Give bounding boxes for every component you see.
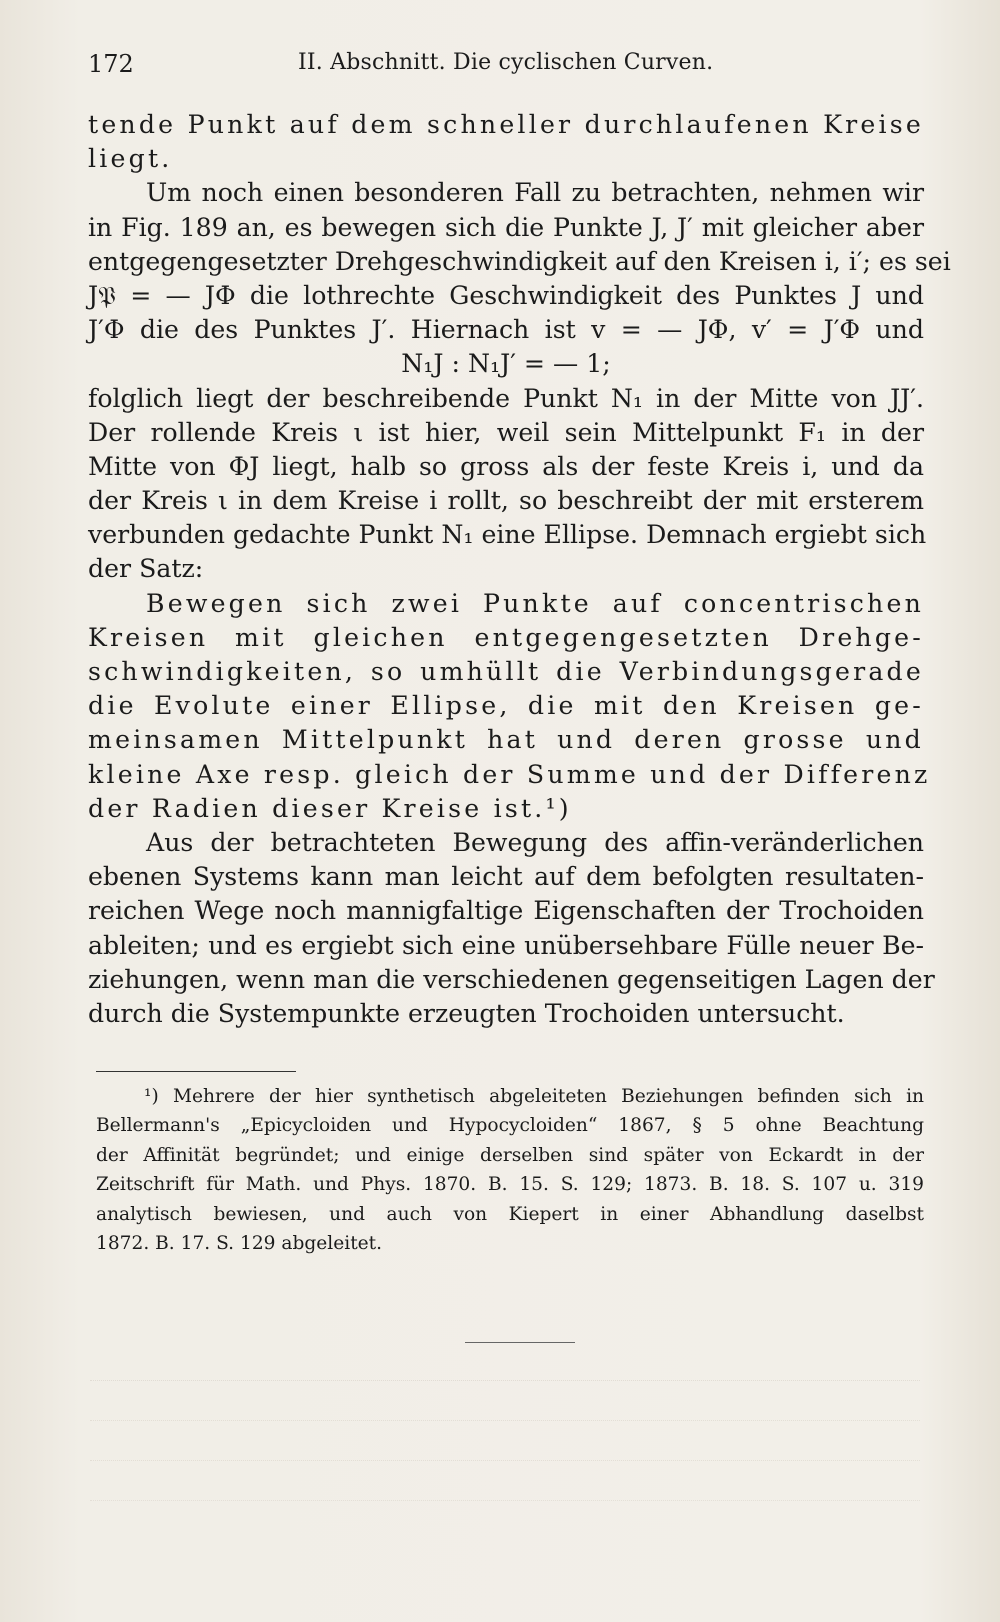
text-line: J′Φ die des Punktes J′. Hiernach ist v = — JΦ, v′ = J′Φ und <box>88 315 924 345</box>
bleed-through-decoration <box>90 1420 920 1443</box>
footnote-line: ¹) Mehrere der hier synthetisch abgeleiteten Beziehungen befinden sich in <box>144 1086 924 1107</box>
text-line: Um noch einen besonderen Fall zu betrachten, nehmen wir <box>146 178 924 208</box>
footnote-line: der Affinität begründet; und einige derselben sind später von Eckardt in der <box>96 1144 924 1166</box>
bleed-through-decoration <box>90 1500 920 1523</box>
text-line: der Kreis ι in dem Kreise i rollt, so beschreibt der mit ersterem <box>88 486 924 516</box>
page-header <box>88 46 924 86</box>
text-line: ableiten; und es ergiebt sich eine unübersehbare Fülle neuer Be- <box>88 930 924 960</box>
theorem-line: der Radien dieser Kreise ist.¹) <box>88 793 572 823</box>
text-line: folglich liegt der beschreibende Punkt N₁ in der Mitte von JJ′. <box>88 383 924 413</box>
footnote-divider <box>96 1071 296 1072</box>
bleed-through-decoration <box>90 1460 920 1483</box>
main-text <box>88 108 951 1031</box>
theorem-line: meinsamen Mittelpunkt hat und deren grosse und <box>88 725 924 755</box>
text-line: liegt. <box>88 144 173 174</box>
text-line: durch die Systempunkte erzeugten Trochoiden untersucht. <box>88 998 845 1028</box>
text-line: reichen Wege noch mannigfaltige Eigenschaften der Trochoiden <box>88 896 924 926</box>
bleed-through-decoration <box>90 1380 920 1403</box>
theorem-line: schwindigkeiten, so umhüllt die Verbindungsgerade <box>88 657 924 686</box>
text-line: ziehungen, wenn man die verschiedenen gegenseitigen Lagen der <box>88 964 935 994</box>
text-line: der Satz: <box>88 554 204 584</box>
footnote-line: analytisch bewiesen, und auch von Kiepert in einer Abhandlung daselbst <box>96 1203 924 1225</box>
footnote-line: Zeitschrift für Math. und Phys. 1870. B. 15. S. 129; 1873. B. 18. S. 107 u. 319 <box>96 1174 924 1196</box>
text-line: Der rollende Kreis ι ist hier, weil sein Mittelpunkt F₁ in der <box>88 417 924 447</box>
running-head: II. Abschnitt. Die cyclischen Curven. <box>298 50 714 75</box>
text-line: Mitte von ΦJ liegt, halb so gross als der feste Kreis i, und da <box>88 451 924 481</box>
footnote-line: 1872. B. 17. S. 129 abgeleitet. <box>96 1232 383 1254</box>
end-rule <box>465 1342 575 1343</box>
theorem-line: Bewegen sich zwei Punkte auf concentrischen <box>146 588 924 618</box>
text-line: verbunden gedachte Punkt N₁ eine Ellipse. Demnach ergiebt sich <box>88 520 927 550</box>
footnote <box>96 1082 924 1258</box>
footnote-line: Bellermann's „Epicycloiden und Hypocycloiden“ 1867, § 5 ohne Beachtung <box>96 1115 924 1137</box>
text-line: tende Punkt auf dem schneller durchlaufenen Kreise <box>88 110 924 139</box>
text-line: Aus der betrachteten Bewegung des affin-veränderlichen <box>146 827 924 857</box>
text-line: ebenen Systems kann man leicht auf dem befolgten resultaten- <box>88 862 924 892</box>
page-number: 172 <box>88 50 134 78</box>
theorem-line: die Evolute einer Ellipse, die mit den Kreisen ge- <box>88 691 924 721</box>
theorem-line: kleine Axe resp. gleich der Summe und der Differenz <box>88 759 931 789</box>
text-line: entgegengesetzter Drehgeschwindigkeit auf den Kreisen i, i′; es sei <box>88 246 951 276</box>
text-line: in Fig. 189 an, es bewegen sich die Punkte J, J′ mit gleicher aber <box>88 212 924 242</box>
theorem-line: Kreisen mit gleichen entgegengesetzten Drehge- <box>88 622 924 652</box>
formula: N₁J : N₁J′ = — 1; <box>401 349 611 379</box>
text-line: J𝔓 = — JΦ die lothrechte Geschwindigkeit des Punktes J und <box>88 280 924 310</box>
